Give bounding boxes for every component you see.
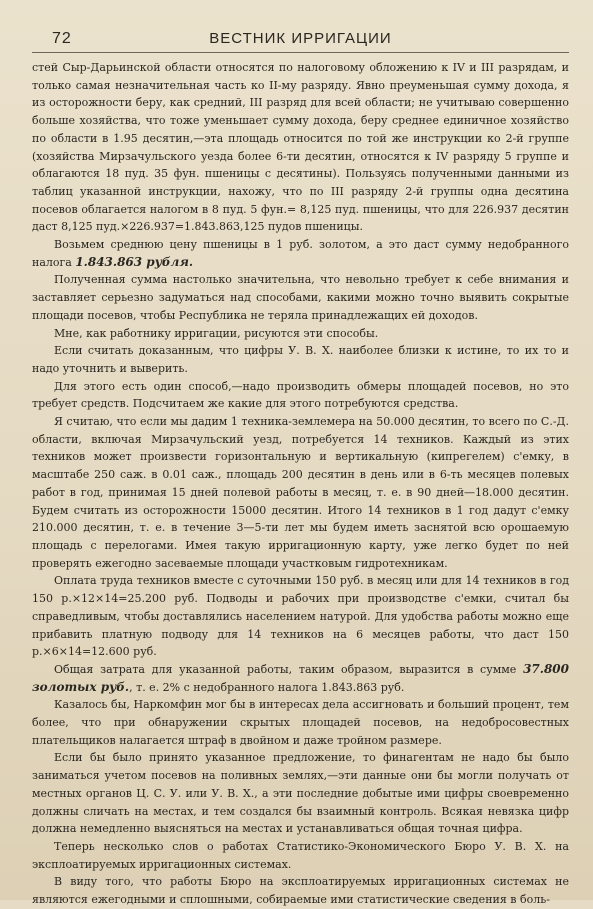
paragraph: В виду того, что работы Бюро на эксплоатируемых ирригационных системах не являются ежегодными и сплошными, собираемые ими статистические сведения в боль- (32, 875, 569, 907)
paragraph: Если бы было принято указанное предложение, то финагентам не надо бы было заниматься учетом посевов на поливных землях,—эти данные они бы могли получать от местных органов Ц. С. У. или У. В. Х., а эти последние добытые ими цифры своевременно должны сличать на местах, и тем создался бы взаимный контроль. Всякая невязка цифр должна немедленно выясняться на местах и устанавливаться общая точная цифра. (32, 751, 569, 836)
paragraph: Я считаю, что если мы дадим 1 техника-землемера на 50.000 десятин, то всего по С.-Д. области, включая Мирзачульский уезд, потребуется 14 техников. Каждый из этих техников может произвести горизонтальную и вертикальную (кипрегелем) с'емку, в масштабе 250 саж. в 0.01 саж., площадь 200 десятин в день или в 6-ть месяцев полевых работ в год, принимая 15 дней полевой работы в месяц, т. е. в 90 дней—18.000 десятин. Будем считать из осторожности 15000 десятин. Итого 14 техников в 1 год дадут с'емку 210.000 десятин, т. е. в течение 3—5-ти лет мы будем иметь заснятой всю орошаемую площадь с перелогами. Имея такую ирригационную карту, уже легко будет по ней проверять ежегодно засеваемые площади участковым гидротехникам. (32, 415, 569, 570)
article-body (32, 59, 569, 909)
page-header (32, 30, 569, 53)
paragraph: Полученная сумма настолько значительна, что невольно требует к себе внимания и заставляет серьезно задуматься над способами, какими можно точно выявить сокрытые площади посевов, чтобы Республика не теряла принадлежащих ей доходов. (32, 273, 569, 322)
paragraph: Оплата труда техников вместе с суточными 150 руб. в месяц или для 14 техников в год 150 р.×12×14=25.200 руб. Подводы и рабочих при производстве с'емки, считал бы справедливым, чтобы доставлялись населением натурой. Для удобства работы можно еще прибавить платную подводу для 14 техников на 6 месяцев работы, что даст 150 р.×6×14=12.600 руб. (32, 574, 569, 659)
paragraph: стей Сыр-Дарьинской области относятся по налоговому обложению к IV и III разрядам, и только самая незначительная часть ко II-му разряду. Явно преуменьшая сумму дохода, я из осторожности беру, как средний, III разряд для всей области; не учитываю совершенно больше хозяйства, что тоже уменьшает сумму дохода, беру среднее единичное хозяйство по области в 1.95 десятин,—эта площадь относится по той же инструкции ко 2-й группе (хозяйства Мирзачульского уезда более 6-ти десятин, относятся к IV разряду 5 группе и облагаются 18 пуд. 35 фун. пшеницы с десятины). Пользуясь полученными данными из таблиц указанной инструкции, нахожу, что по III разряду 2-й группы одна десятина посевов облагается налогом в 8 пуд. 5 фун.= 8,125 пуд. пшеницы, что для 226.937 десятин даст 8,125 пуд.×226.937=1.843.863,125 пудов пшеницы. (32, 61, 569, 234)
emphasized-sum: 1.843.863 рубля. (75, 254, 194, 269)
paragraph: Мне, как работнику ирригации, рисуются эти способы. (54, 326, 379, 340)
paragraph: Если считать доказанным, что цифры У. В. Х. наиболее близки к истине, то их то и надо уточнить и выверить. (32, 344, 569, 375)
paragraph: Казалось бы, Наркомфин мог бы в интересах дела ассигновать и больший процент, тем более, что при обнаружении скрытых площадей посевов, на недобросовестных плательщиков налагается штраф в двойном и даже тройном размере. (32, 698, 569, 747)
emphasized-sum: 37.800 золотых руб. (32, 661, 570, 694)
paragraph: Общая затрата для указанной работы, таким образом, выразится в сумме 37.800 золотых руб., т. е. 2% с недобранного налога 1.843.863 руб. (32, 661, 570, 694)
page-number: 72 (52, 30, 72, 47)
paragraph: Теперь несколько слов о работах Статистико-Экономического Бюро У. В. Х. на эксплоатируемых ирригационных системах. (32, 839, 569, 871)
paragraph: Возьмем среднюю цену пшеницы в 1 руб. золотом, а это даст сумму недобранного налога 1.843.863 рубля. (32, 238, 569, 269)
running-title: ВЕСТНИК ИРРИГАЦИИ (209, 30, 392, 47)
paragraph: Для этого есть один способ,—надо производить обмеры площадей посевов, но это требует средств. Подсчитаем же какие для этого потребуются средства. (32, 379, 569, 411)
